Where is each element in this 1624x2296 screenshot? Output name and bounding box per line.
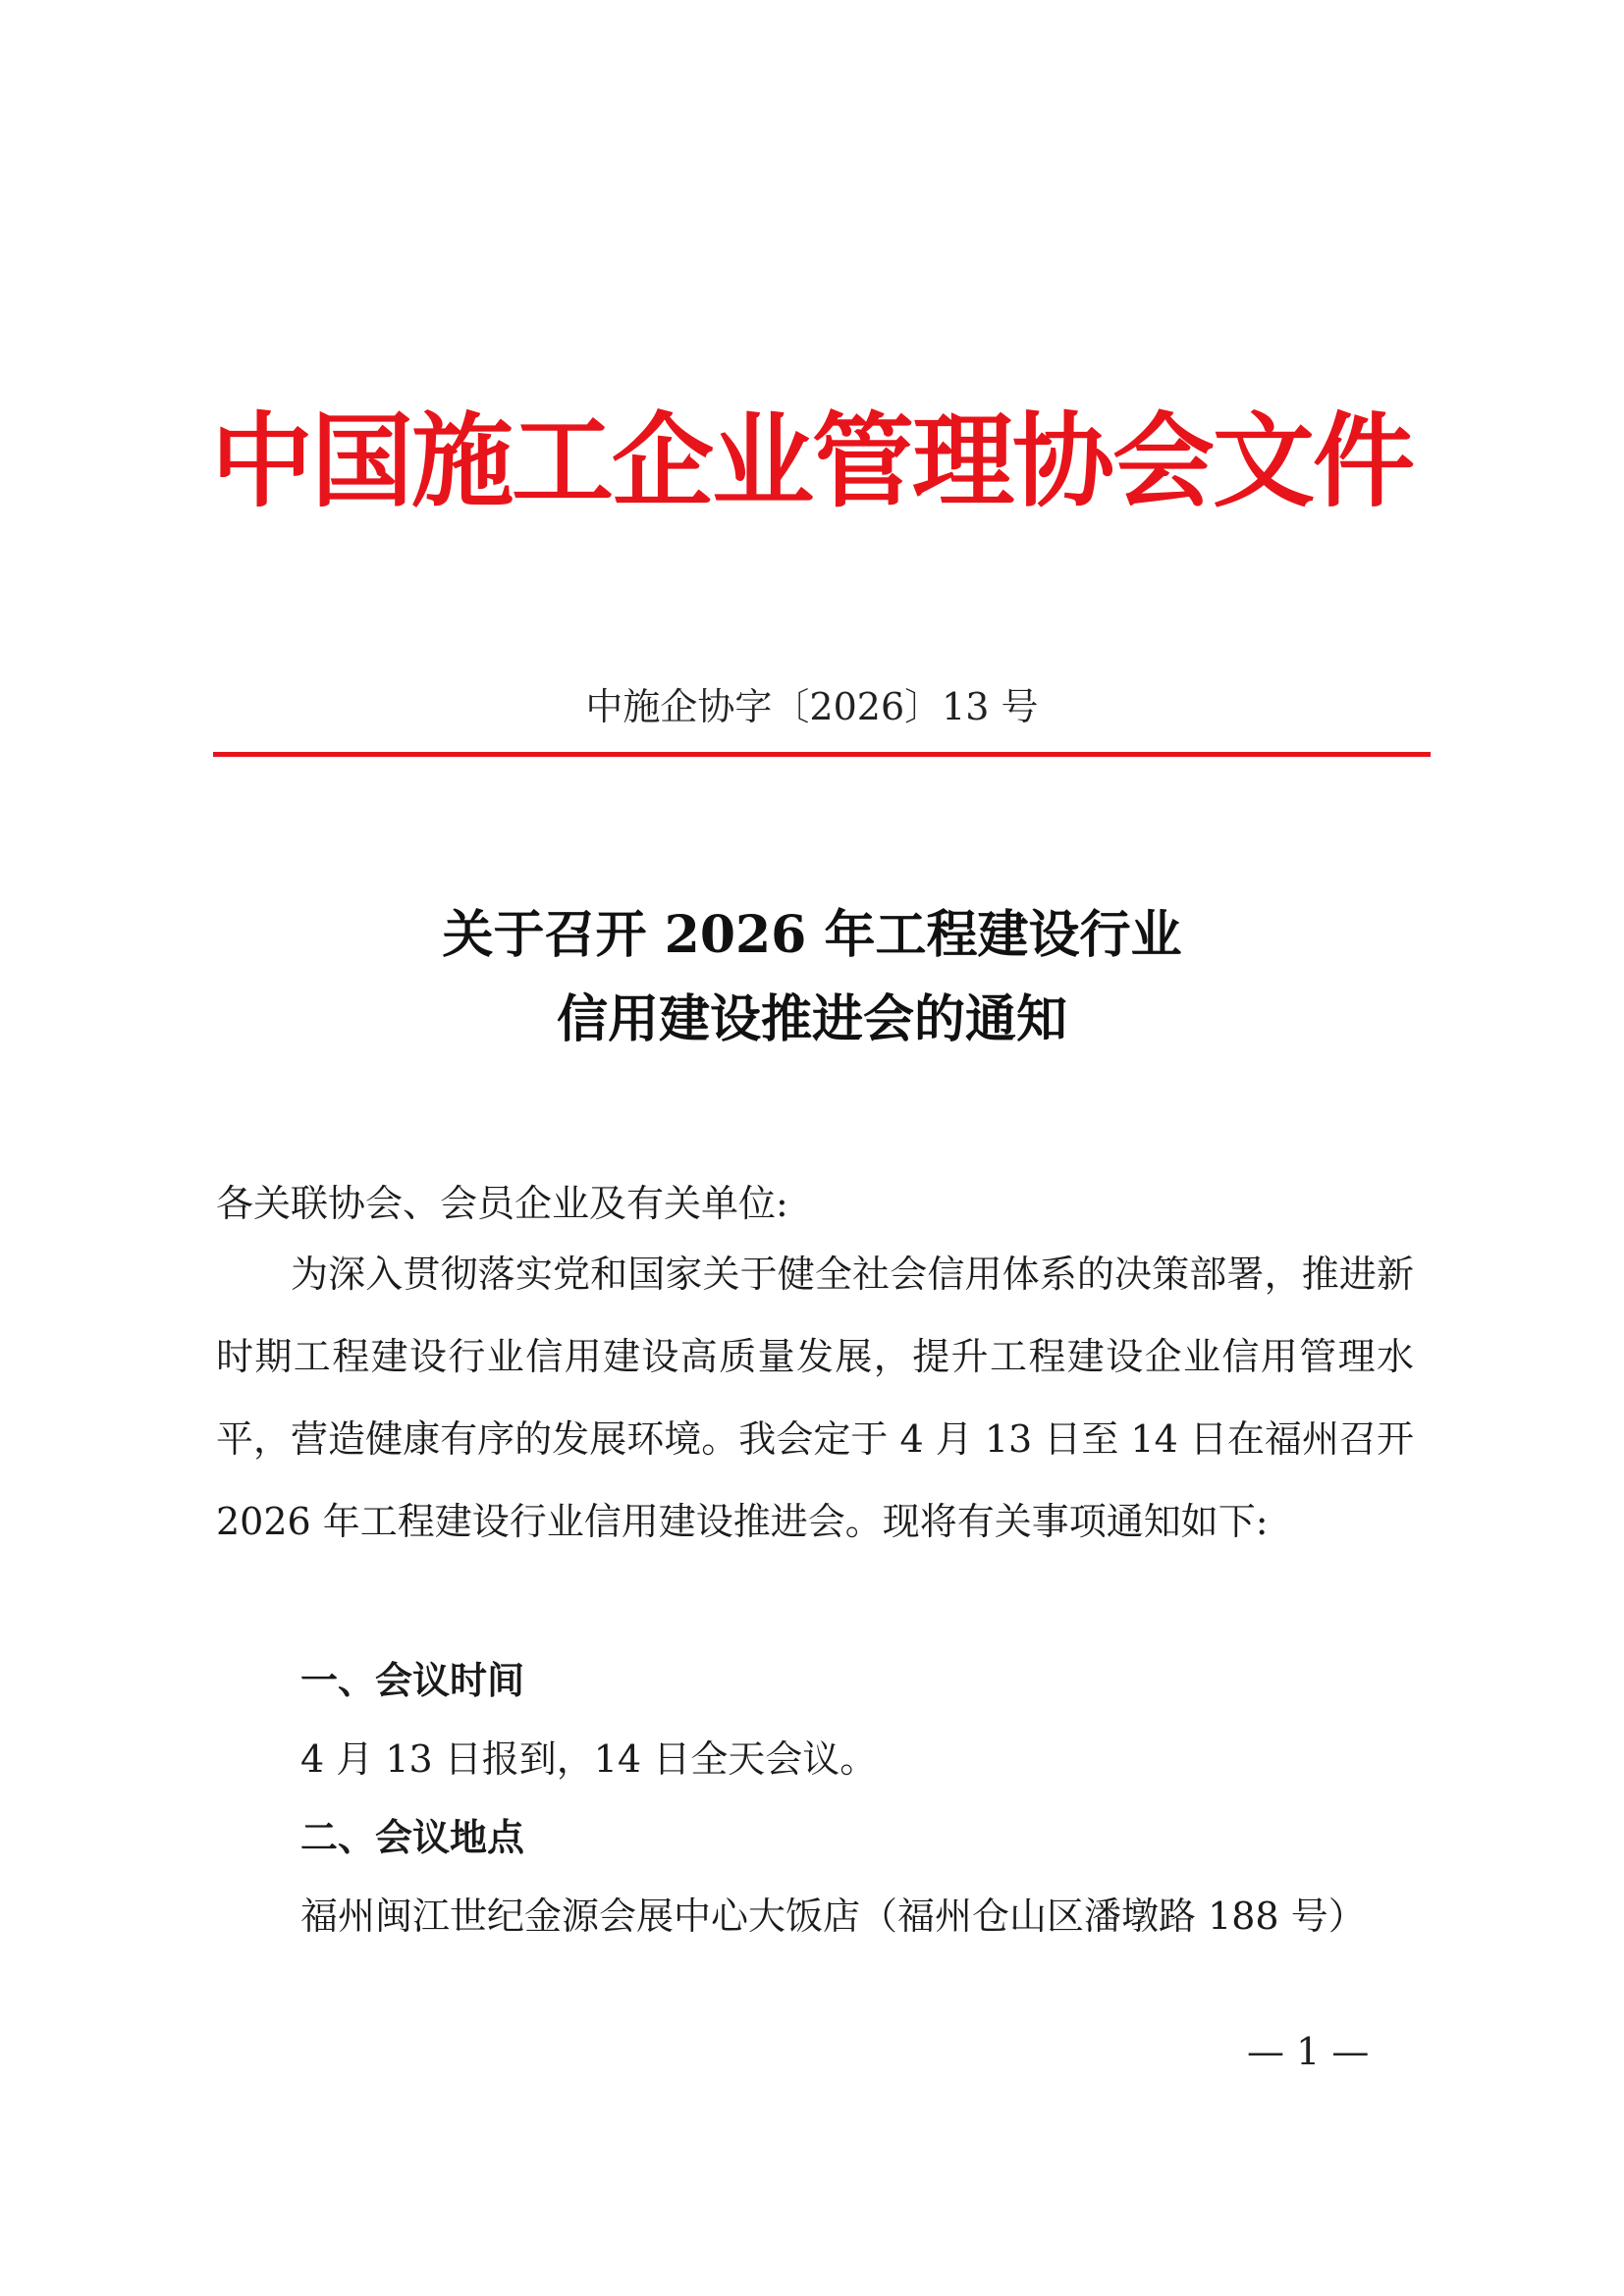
notice-title-line-2: 信用建设推进会的通知 (556, 989, 1067, 1049)
intro-paragraph: 为深入贯彻落实党和国家关于健全社会信用体系的决策部署，推进新时期工程建设行业信用建设高质量发展，提升工程建设企业信用管理水平，营造健康有序的发展环境。我会定于 4 月 13 日至 14 日在福州召开 2026 年工程建设行业信用建设推进会。现将有关事项通知如下: (216, 1253, 1414, 1543)
page-number: — 1 — (1247, 2030, 1370, 2073)
red-divider-line (213, 752, 1431, 757)
document-number: 中施企协字〔2026〕13 号 (585, 685, 1039, 728)
section-heading-venue: 二、会议地点 (300, 1816, 525, 1859)
notice-title (0, 893, 1624, 1062)
section-content-venue: 福州闽江世纪金源会展中心大饭店（福州仓山区潘墩路 188 号） (300, 1895, 1366, 1938)
masthead-title: 中国施工企业管理协会文件 (210, 400, 1413, 521)
section-heading-time: 一、会议时间 (300, 1659, 525, 1702)
section-content-time: 4 月 13 日报到，14 日全天会议。 (300, 1737, 878, 1781)
notice-title-line-1: 关于召开 2026 年工程建设行业 (442, 905, 1182, 965)
salutation: 各关联协会、会员企业及有关单位: (216, 1182, 788, 1225)
